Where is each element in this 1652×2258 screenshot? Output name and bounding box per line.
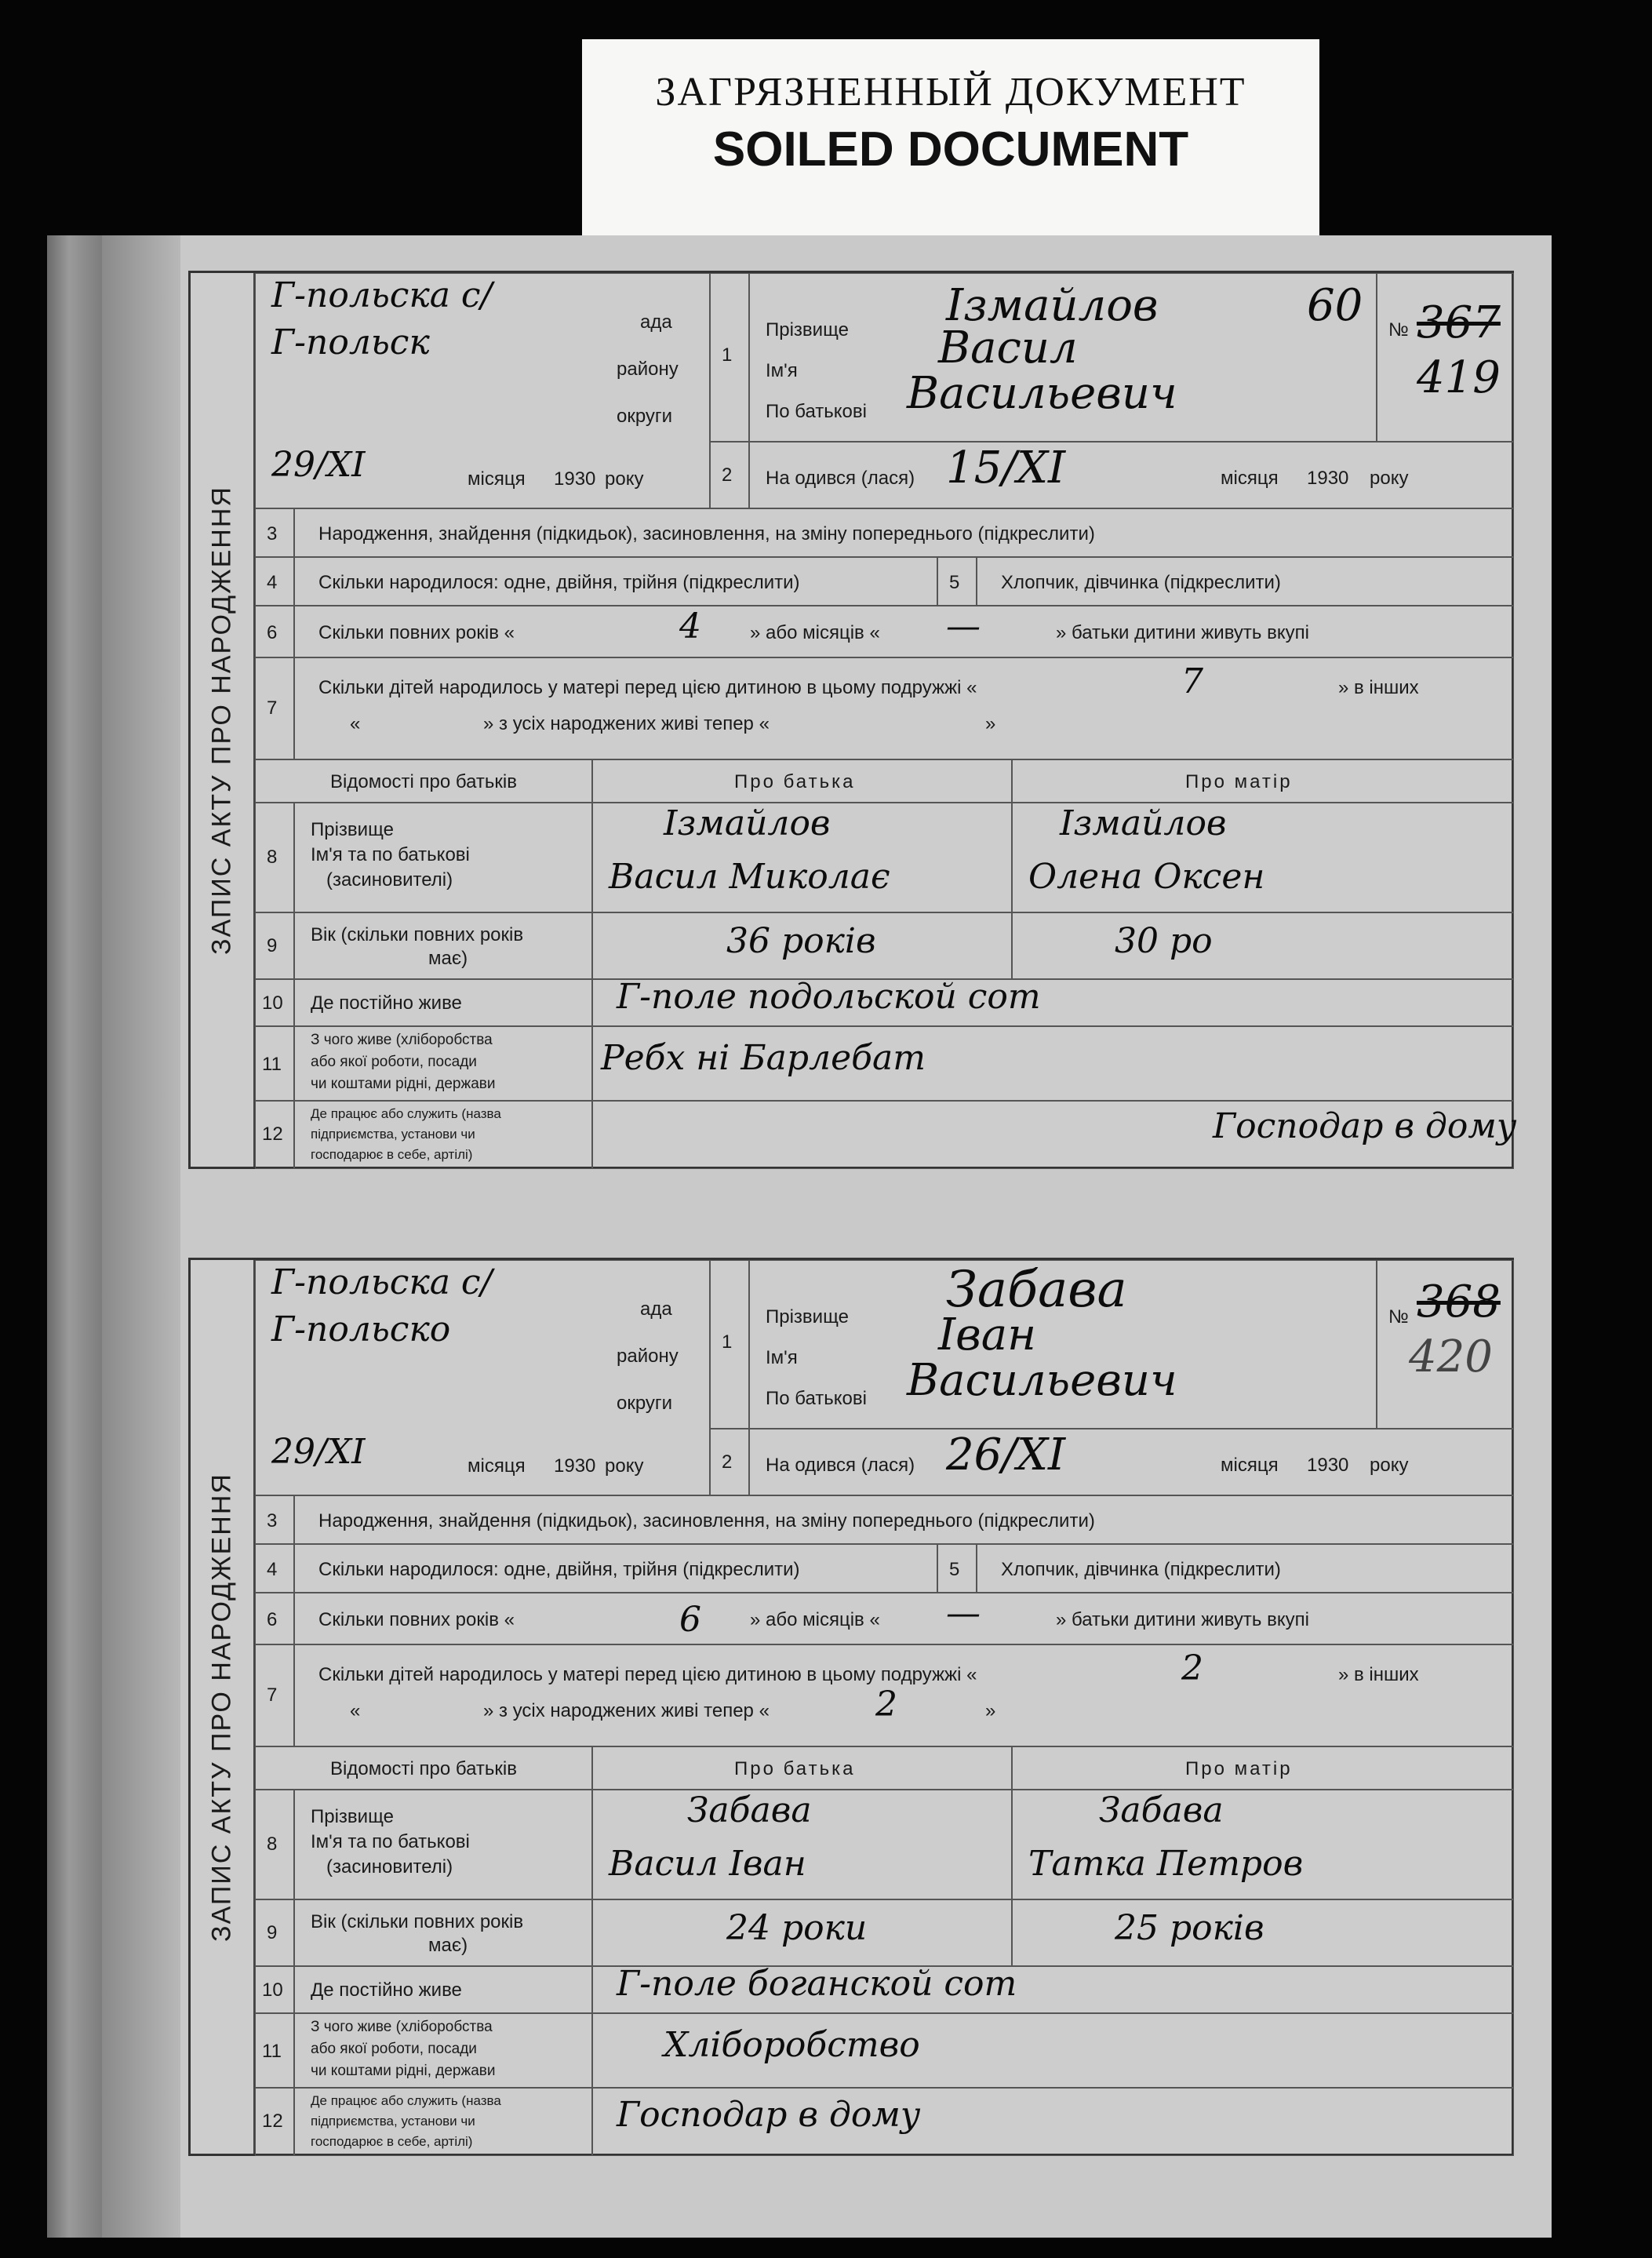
row-3-event-type: Народження, знайдення (підкидьок), засиновлення, на зміну попереднього (підкреслити): [294, 1495, 1514, 1544]
okruha-label: округи: [617, 406, 673, 427]
row-num-5: 5: [937, 557, 977, 606]
mother-names: [1012, 803, 1514, 912]
mother-name: Татка Петров: [1028, 1844, 1304, 1884]
workplace: Господар в дому: [1213, 1106, 1517, 1146]
parents-info-header: Відомості про батьків: [255, 759, 592, 803]
child-name-block: [749, 1260, 1377, 1429]
residence-cell: [592, 979, 1514, 1026]
birth-year: 1930: [1307, 468, 1349, 489]
row-num-6: 6: [255, 1593, 294, 1644]
row-11-label: З чого живе (хліборобства або якої роботи, посади чи коштами рідні, держави: [294, 1026, 592, 1101]
mother-surname: Ізмайлов: [1060, 803, 1227, 843]
row-10-label: Де постійно живе: [294, 979, 592, 1026]
born-label: На одився (лася): [766, 468, 915, 489]
village-handwritten: Г-польска с/: [271, 1262, 493, 1302]
row-6-years-together: Скільки повних років « 6 » або місяців « — » батьки дитини живуть вкупі: [294, 1593, 1514, 1644]
father-age-cell: [592, 1899, 1012, 1966]
rayon-label: району: [617, 1346, 679, 1367]
child-surname: Ізмайлов: [946, 280, 1159, 331]
row-5-sex: Хлопчик, дівчинка (підкреслити): [977, 557, 1514, 606]
record-number-box: [1377, 273, 1514, 442]
registry-office-block: [255, 1260, 710, 1495]
residence: Г-поле подольской сот: [617, 977, 1041, 1017]
record-side-title: ЗАПИС АКТУ ПРО НАРОДЖЕННЯ: [191, 1260, 255, 2154]
workplace: Господар в дому: [617, 2095, 921, 2135]
mother-age: 25 років: [1115, 1908, 1264, 1948]
record-number-old: 367: [1417, 297, 1501, 348]
rayon-handwritten: Г-польско: [271, 1309, 451, 1349]
patronymic-label: По батькові: [766, 401, 867, 422]
row-9-label: Вік (скільки повних років має): [294, 912, 592, 979]
row-4-multiplicity: Скільки народилося: одне, двійня, трійня (підкреслити): [294, 557, 937, 606]
name-label: Ім'я: [766, 360, 798, 381]
child-patronymic: Васильевич: [907, 1355, 1177, 1406]
birth-date: 26/XI: [946, 1429, 1066, 1480]
children-alive: 2: [875, 1684, 897, 1724]
birth-date-block: [749, 1429, 1514, 1495]
mother-header: Про матір: [1012, 759, 1514, 803]
record-number-box: [1377, 1260, 1514, 1429]
row-num-5: 5: [937, 1544, 977, 1593]
soiled-document-stamp: [582, 39, 1319, 235]
child-surname: Забава: [946, 1261, 1127, 1319]
row-12-label: Де працює або служить (назва підприємства, установи чи господарює в себе, артілі): [294, 2088, 592, 2156]
birth-record-1: [188, 271, 1517, 1169]
row-num-6: 6: [255, 606, 294, 657]
row-num-12: 12: [255, 2088, 294, 2156]
birth-year-label: року: [1370, 468, 1409, 489]
row-num-3: 3: [255, 1495, 294, 1544]
record-number-old: 368: [1417, 1276, 1501, 1327]
months-together: —: [946, 1593, 981, 1633]
row-num-1: 1: [710, 1260, 749, 1429]
birth-year-label: року: [1370, 1455, 1409, 1476]
father-surname: Забава: [687, 1790, 812, 1830]
row-8-label: Прізвище Ім'я та по батькові (засиновителі): [294, 1790, 592, 1899]
row-5-sex: Хлопчик, дівчинка (підкреслити): [977, 1544, 1514, 1593]
father-name: Васил Миколає: [609, 857, 890, 897]
child-name: Васил: [938, 322, 1078, 373]
father-age: 24 роки: [726, 1908, 868, 1948]
father-header: Про батька: [592, 1746, 1012, 1790]
father-age: 36 років: [726, 921, 876, 961]
row-num-12: 12: [255, 1101, 294, 1169]
residence-cell: [592, 1966, 1514, 2013]
years-together: 4: [679, 606, 701, 646]
father-age-cell: [592, 912, 1012, 979]
children-before: 7: [1181, 661, 1203, 701]
row-num-3: 3: [255, 508, 294, 557]
registry-office-block: [255, 273, 710, 508]
father-names: [592, 1790, 1012, 1899]
occupation: Хліборобство: [664, 2025, 920, 2065]
birth-month-label: місяця: [1221, 468, 1279, 489]
row-num-9: 9: [255, 912, 294, 979]
surname-label: Прізвище: [766, 319, 849, 341]
child-name-block: [749, 273, 1377, 442]
patronymic-label: По батькові: [766, 1388, 867, 1409]
record-side-title: ЗАПИС АКТУ ПРО НАРОДЖЕННЯ: [191, 273, 255, 1167]
mother-age: 30 ро: [1115, 921, 1213, 961]
stamp-line-ru: ЗАГРЯЗНЕННЫЙ ДОКУМЕНТ: [655, 70, 1246, 115]
row-num-8: 8: [255, 803, 294, 912]
row-num-10: 10: [255, 979, 294, 1026]
mother-surname: Забава: [1099, 1790, 1224, 1830]
parents-info-header: Відомості про батьків: [255, 1746, 592, 1790]
registration-date: 29/XI: [271, 445, 366, 485]
row-num-11: 11: [255, 1026, 294, 1101]
rayon-label: району: [617, 359, 679, 380]
number-sign: №: [1388, 319, 1409, 341]
row-num-7: 7: [255, 657, 294, 759]
name-label: Ім'я: [766, 1347, 798, 1368]
row-12-label: Де працює або служить (назва підприємства, установи чи господарює в себе, артілі): [294, 1101, 592, 1169]
occupation: Ребх ні Барлебат: [601, 1038, 926, 1078]
months-together: —: [946, 606, 981, 646]
row-num-10: 10: [255, 1966, 294, 2013]
workplace-cell: [592, 2088, 1514, 2156]
row-8-label: Прізвище Ім'я та по батькові (засиновителі): [294, 803, 592, 912]
number-sign: №: [1388, 1306, 1409, 1327]
father-names: [592, 803, 1012, 912]
row-num-4: 4: [255, 557, 294, 606]
birth-record-2: [188, 1258, 1514, 2156]
registration-year: 1930: [554, 468, 596, 490]
birth-year: 1930: [1307, 1455, 1349, 1476]
occupation-cell: [592, 1026, 1514, 1101]
birth-date-block: [749, 442, 1514, 508]
mother-age-cell: [1012, 912, 1514, 979]
row-num-11: 11: [255, 2013, 294, 2088]
book-binding: [47, 235, 102, 2238]
birth-date: 15/XI: [946, 442, 1066, 493]
surname-extra-mark: 60: [1307, 280, 1363, 331]
okruha-label: округи: [617, 1393, 673, 1414]
year-label: року: [605, 468, 644, 490]
residence: Г-поле боганской сот: [617, 1964, 1017, 2004]
row-7-children: Скільки дітей народилось у матері перед цією дитиною в цьому подружжі « 7 » в інших « » з усіх народжених живі тепер « »: [294, 657, 1514, 759]
row-9-label: Вік (скільки повних років має): [294, 1899, 592, 1966]
row-10-label: Де постійно живе: [294, 1966, 592, 2013]
row-num-1: 1: [710, 273, 749, 442]
child-patronymic: Васильевич: [907, 368, 1177, 419]
born-label: На одився (лася): [766, 1455, 915, 1476]
father-name: Васил Іван: [609, 1844, 806, 1884]
mother-header: Про матір: [1012, 1746, 1514, 1790]
book-binding-edge: [102, 235, 180, 2238]
record-number-new: 419: [1417, 352, 1501, 403]
rayon-handwritten: Г-польск: [271, 322, 430, 362]
mother-name: Олена Оксен: [1028, 857, 1265, 897]
row-num-2: 2: [710, 1429, 749, 1495]
row-num-7: 7: [255, 1644, 294, 1746]
rada-label: ада: [640, 311, 672, 333]
children-before: 2: [1181, 1648, 1203, 1688]
record-number-new: 420: [1409, 1331, 1493, 1382]
mother-age-cell: [1012, 1899, 1514, 1966]
surname-label: Прізвище: [766, 1306, 849, 1327]
row-num-4: 4: [255, 1544, 294, 1593]
mother-names: [1012, 1790, 1514, 1899]
row-num-9: 9: [255, 1899, 294, 1966]
father-surname: Ізмайлов: [664, 803, 831, 843]
registration-year: 1930: [554, 1455, 596, 1477]
row-num-2: 2: [710, 442, 749, 508]
registration-date: 29/XI: [271, 1432, 366, 1472]
rada-label: ада: [640, 1298, 672, 1320]
stamp-line-en: SOILED DOCUMENT: [712, 122, 1189, 177]
year-label: року: [605, 1455, 644, 1477]
row-4-multiplicity: Скільки народилося: одне, двійня, трійня (підкреслити): [294, 1544, 937, 1593]
birth-month-label: місяця: [1221, 1455, 1279, 1476]
occupation-cell: [592, 2013, 1514, 2088]
row-11-label: З чого живе (хліборобства або якої роботи, посади чи коштами рідні, держави: [294, 2013, 592, 2088]
row-num-8: 8: [255, 1790, 294, 1899]
month-label: місяця: [468, 468, 526, 490]
row-3-event-type: Народження, знайдення (підкидьок), засиновлення, на зміну попереднього (підкреслити): [294, 508, 1514, 557]
workplace-cell: [592, 1101, 1517, 1169]
village-handwritten: Г-польска с/: [271, 275, 493, 315]
father-header: Про батька: [592, 759, 1012, 803]
row-7-children: Скільки дітей народилось у матері перед цією дитиною в цьому подружжі « 2 » в інших « » з усіх народжених живі тепер « 2 »: [294, 1644, 1514, 1746]
child-name: Іван: [938, 1309, 1036, 1360]
years-together: 6: [679, 1600, 701, 1640]
month-label: місяця: [468, 1455, 526, 1477]
row-6-years-together: Скільки повних років « 4 » або місяців « — » батьки дитини живуть вкупі: [294, 606, 1514, 657]
